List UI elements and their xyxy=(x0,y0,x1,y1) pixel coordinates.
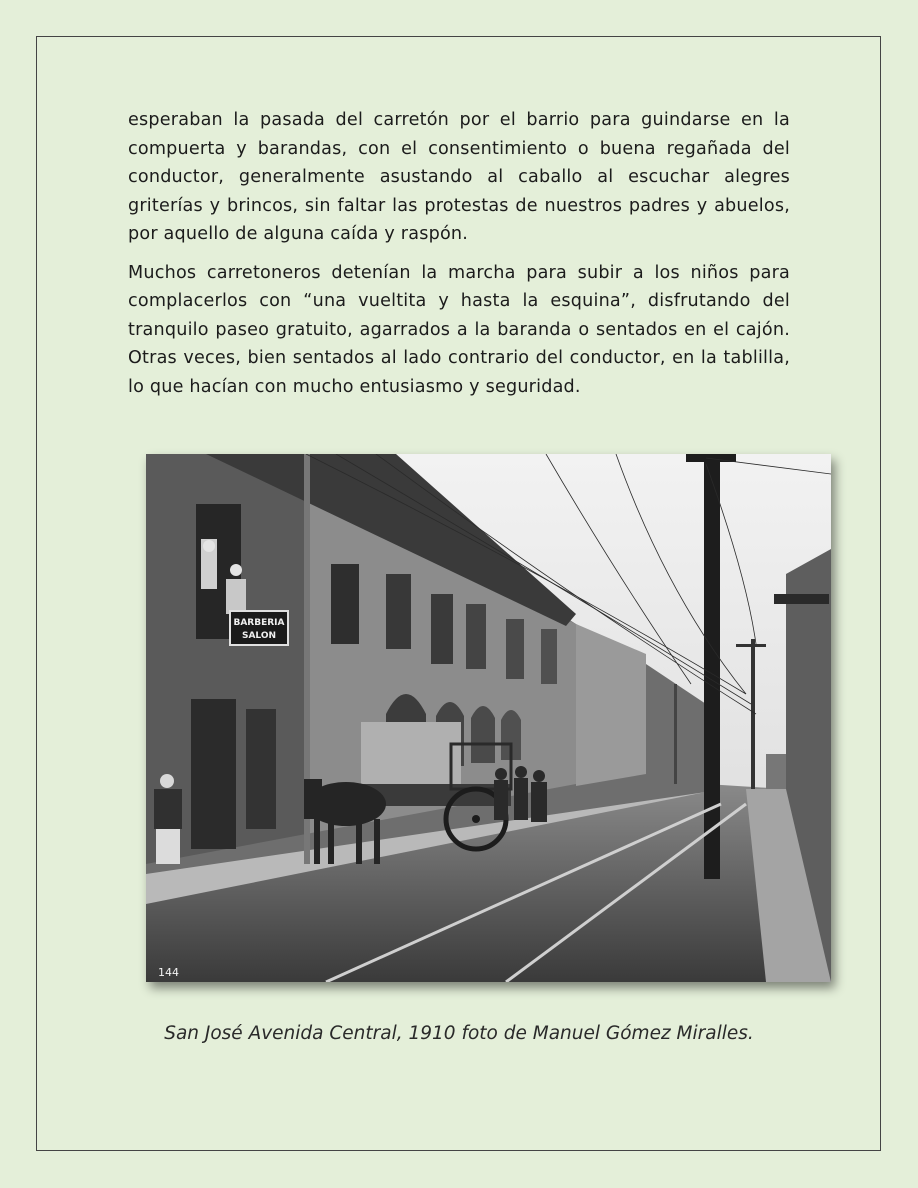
barberia-sign xyxy=(230,611,288,645)
photo-caption: San José Avenida Central, 1910 foto de Manuel Gómez Miralles. xyxy=(164,1023,754,1044)
body-text xyxy=(128,106,790,411)
paragraph-1: esperaban la pasada del carretón por el barrio para guindarse en la compuerta y barandas, con el consentimiento o buena regañada del conductor, generalmente asustando al caballo al escuchar alegres griterías y brincos, sin faltar las protestas de nuestros padres y abuelos, por aquello de alguna caída y raspón. xyxy=(128,110,790,244)
utility-pole xyxy=(704,454,720,879)
children xyxy=(494,766,547,822)
plate-number: 144 xyxy=(158,966,179,979)
sign-line-1: BARBERIA xyxy=(233,618,285,628)
paragraph-2: Muchos carretoneros detenían la marcha para subir a los niños para complacerlos con “una vueltita y hasta la esquina”, disfrutando del tranquilo paseo gratuito, agarrados a la baranda o sentados en el cajón. Otras veces, bien sentados al lado contrario del conductor, en la tablilla, lo que hacían con mucho entusiasmo y seguridad. xyxy=(128,262,790,397)
historic-street-photo xyxy=(146,454,831,982)
sign-line-2: SALON xyxy=(241,631,277,641)
